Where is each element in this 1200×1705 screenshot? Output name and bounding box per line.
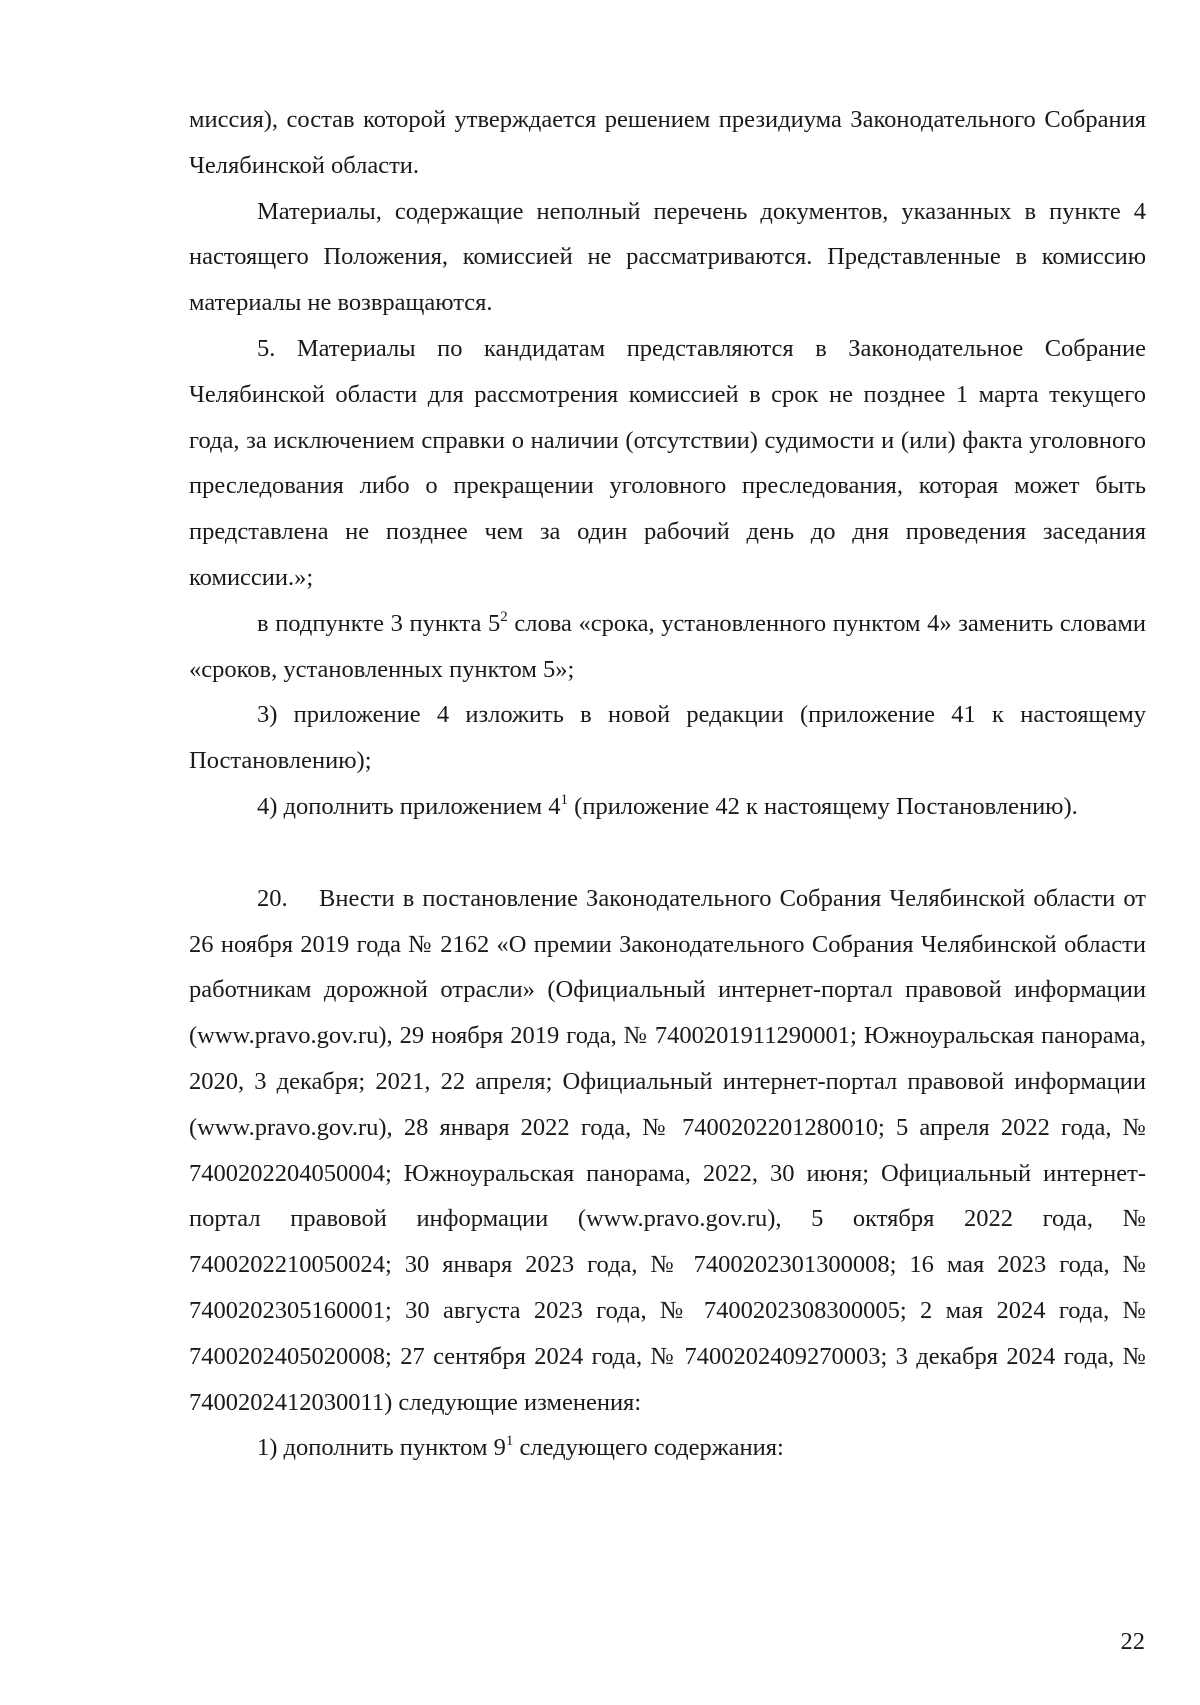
- document-body: [189, 97, 1146, 1471]
- paragraph-materials: Материалы, содержащие неполный перечень документов, указанных в пункте 4 настоящего Положения, комиссией не рассматриваются. Представленные в комиссию материалы не возвращаются.: [189, 197, 1146, 317]
- superscript: 1: [505, 1433, 514, 1450]
- paragraph-point-20: [189, 876, 1146, 1426]
- paragraph-item-1: [189, 1425, 1146, 1471]
- paragraph-gap: [189, 830, 1146, 876]
- subpoint-3-text-end: слова «срока, установленного пунктом 4» заменить словами «сроков, установленных пунктом 5»;: [189, 609, 1146, 683]
- item-1-text-start: 1) дополнить пунктом 9: [257, 1434, 506, 1462]
- superscript: 2: [500, 608, 508, 625]
- paragraph-point-5: 5. Материалы по кандидатам представляются в Законодательное Собрание Челябинской области для рассмотрения комиссией в срок не позднее 1 марта текущего года, за исключением справки о наличии (отсутствии) судимости и (или) факта уголовного преследования либо о прекращении уголовного преследования, которая может быть представлена не позднее чем за один рабочий день до дня проведения заседания комиссии.»;: [189, 334, 1146, 591]
- paragraph-subpoint-3: [189, 601, 1146, 693]
- subpoint-3-text-start: в подпункте 3 пункта 5: [257, 609, 501, 637]
- paragraph-item-3: 3) приложение 4 изложить в новой редакции (приложение 41 к настоящему Постановлению);: [189, 701, 1146, 775]
- paragraph-item-4: [189, 784, 1146, 830]
- point-20-text: Внести в постановление Законодательного Собрания Челябинской области от 26 ноября 2019 года № 2162 «О премии Законодательного Собрания Челябинской области работникам дорожной отрасли» (Официальный интернет-портал правовой информации (www.pravo.gov.ru), 29 ноября 2019 года, № 7400201911290001; Южноуральская панорама, 2020, 3 декабря; 2021, 22 апреля; Официальный интернет-портал правовой информации (www.pravo.gov.ru), 28 января 2022 года, № 7400202201280010; 5 апреля 2022 года, № 7400202204050004; Южноуральская панорама, 2022, 30 июня; Официальный интернет-портал правовой информации (www.pravo.gov.ru), 5 октября 2022 года, № 7400202210050024; 30 января 2023 года, № 7400202301300008; 16 мая 2023 года, № 7400202305160001; 30 августа 2023 года, № 7400202308300005; 2 мая 2024 года, № 7400202405020008; 27 сентября 2024 года, № 7400202409270003; 3 декабря 2024 года, № 7400202412030011) следующие изменения:: [189, 884, 1146, 1416]
- page-number: 22: [1120, 1628, 1145, 1655]
- paragraph-continuation: миссия), состав которой утверждается решением президиума Законодательного Собрания Челябинской области.: [189, 106, 1146, 179]
- point-20-number: 20.: [257, 884, 288, 912]
- item-4-text-start: 4) дополнить приложением 4: [257, 792, 561, 820]
- superscript: 1: [560, 791, 569, 808]
- item-4-text-end: (приложение 42 к настоящему Постановлению).: [568, 792, 1078, 820]
- item-1-text-end: следующего содержания:: [513, 1434, 784, 1462]
